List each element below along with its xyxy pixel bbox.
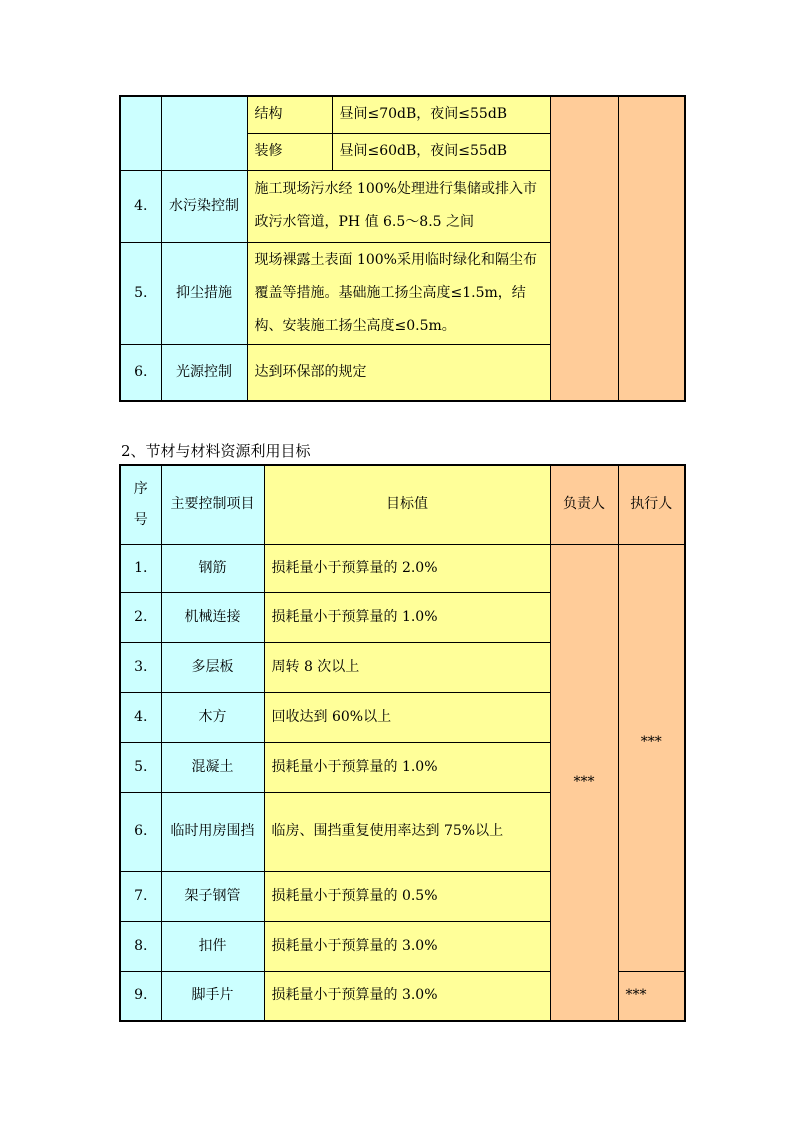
environment-control-table xyxy=(119,95,686,402)
header-executor: 执行人 xyxy=(618,465,685,544)
row-number: 9. xyxy=(120,971,161,1021)
executor-value: *** xyxy=(618,544,685,971)
target-value: 现场裸露土表面 100%采用临时绿化和隔尘布覆盖等措施。基础施工扬尘高度≤1.5m，结构、安装施工扬尘高度≤0.5m。 xyxy=(247,242,550,344)
control-item: 水污染控制 xyxy=(161,170,247,242)
responsible-cell xyxy=(550,96,618,401)
control-item: 扣件 xyxy=(161,921,264,971)
control-item: 多层板 xyxy=(161,642,264,692)
row-number: 5. xyxy=(120,742,161,792)
row-number: 7. xyxy=(120,871,161,921)
header-row xyxy=(120,465,685,544)
table-row xyxy=(120,96,685,133)
row-number: 6. xyxy=(120,344,161,401)
noise-stage-label: 装修 xyxy=(247,133,332,170)
target-value: 损耗量小于预算量的 3.0% xyxy=(264,921,550,971)
material-saving-table xyxy=(119,464,686,1022)
target-value: 临房、围挡重复使用率达到 75%以上 xyxy=(264,792,550,871)
responsible-value: *** xyxy=(550,544,618,1021)
target-value: 回收达到 60%以上 xyxy=(264,692,550,742)
control-item: 光源控制 xyxy=(161,344,247,401)
row-number: 6. xyxy=(120,792,161,871)
control-item-cell xyxy=(161,96,247,170)
executor-value-last: *** xyxy=(618,971,685,1021)
noise-limit-value: 昼间≤70dB，夜间≤55dB xyxy=(332,96,550,133)
executor-cell xyxy=(618,96,685,401)
target-value: 损耗量小于预算量的 2.0% xyxy=(264,544,550,592)
control-item: 架子钢管 xyxy=(161,871,264,921)
header-item: 主要控制项目 xyxy=(161,465,264,544)
target-value: 损耗量小于预算量的 0.5% xyxy=(264,871,550,921)
control-item: 混凝土 xyxy=(161,742,264,792)
target-value: 周转 8 次以上 xyxy=(264,642,550,692)
section-title: 2、节材与材料资源利用目标 xyxy=(121,442,311,460)
row-number: 1. xyxy=(120,544,161,592)
control-item: 脚手片 xyxy=(161,971,264,1021)
target-value: 损耗量小于预算量的 1.0% xyxy=(264,592,550,642)
target-value: 损耗量小于预算量的 3.0% xyxy=(264,971,550,1021)
target-value: 达到环保部的规定 xyxy=(247,344,550,401)
header-responsible: 负责人 xyxy=(550,465,618,544)
row-number-cell xyxy=(120,96,161,170)
control-item: 机械连接 xyxy=(161,592,264,642)
row-number: 4. xyxy=(120,692,161,742)
target-value: 损耗量小于预算量的 1.0% xyxy=(264,742,550,792)
target-value: 施工现场污水经 100%处理进行集储或排入市政污水管道，PH 值 6.5～8.5 之间 xyxy=(247,170,550,242)
control-item: 临时用房围挡 xyxy=(161,792,264,871)
control-item: 木方 xyxy=(161,692,264,742)
control-item: 抑尘措施 xyxy=(161,242,247,344)
table-row xyxy=(120,544,685,592)
row-number: 3. xyxy=(120,642,161,692)
noise-stage-label: 结构 xyxy=(247,96,332,133)
row-number: 4. xyxy=(120,170,161,242)
noise-limit-value: 昼间≤60dB，夜间≤55dB xyxy=(332,133,550,170)
row-number: 2. xyxy=(120,592,161,642)
row-number: 8. xyxy=(120,921,161,971)
control-item: 钢筋 xyxy=(161,544,264,592)
row-number: 5. xyxy=(120,242,161,344)
header-num: 序号 xyxy=(120,465,161,544)
header-target: 目标值 xyxy=(264,465,550,544)
